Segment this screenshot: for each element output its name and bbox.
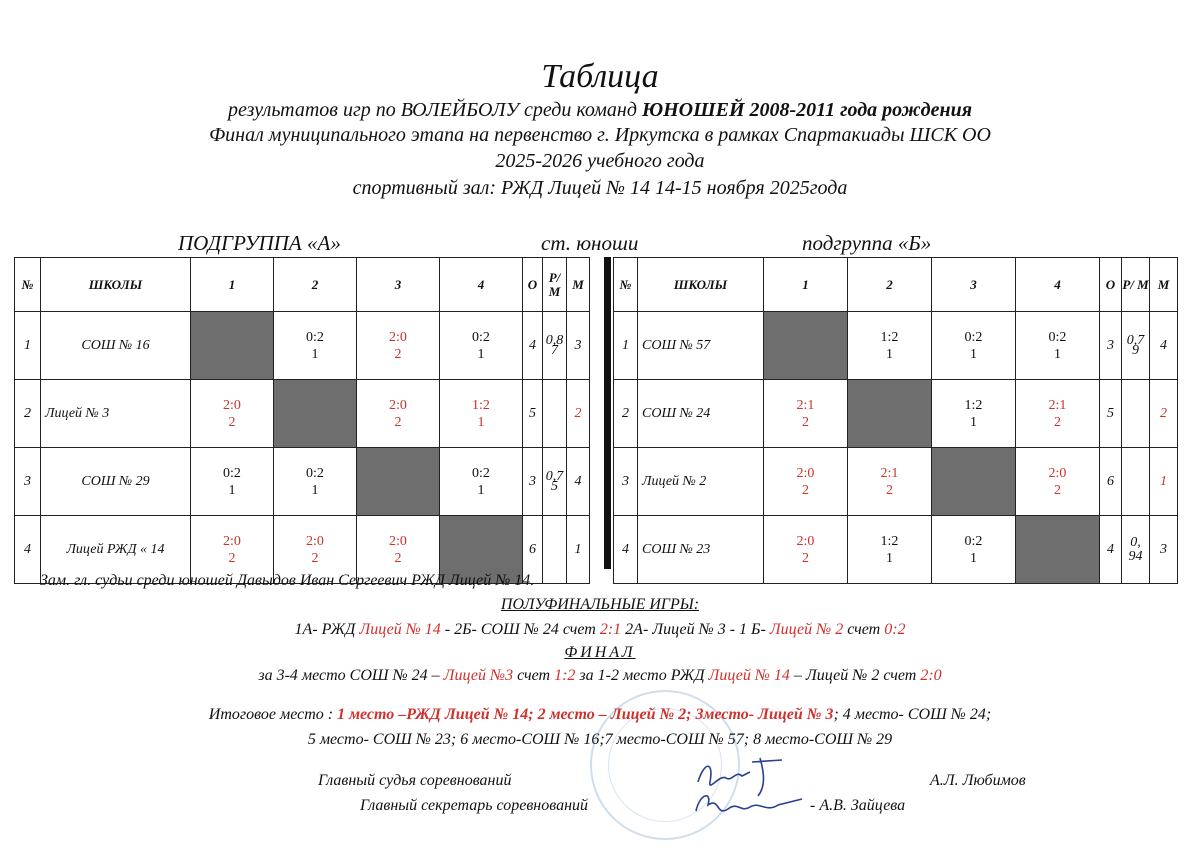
col-rm-header: Р/ М xyxy=(543,258,567,312)
col-2-header: 2 xyxy=(848,258,932,312)
table-header-row xyxy=(614,258,1178,312)
score-cell xyxy=(932,380,1016,448)
col-1-header: 1 xyxy=(191,258,274,312)
final-standings-line-1 xyxy=(0,706,1200,724)
score-points: 1 xyxy=(311,346,319,362)
score-points: 1 xyxy=(970,346,977,362)
score-points: 2 xyxy=(802,482,809,498)
standings-label: Итоговое место : xyxy=(208,706,338,723)
score-points: 1 xyxy=(477,482,485,498)
school-name: Лицей № 2 xyxy=(638,448,764,516)
set-ratio xyxy=(543,380,567,448)
points-total: 6 xyxy=(1100,448,1122,516)
venue-line: спортивный зал: РЖД Лицей № 14 14-15 ноября 2025года xyxy=(352,177,848,199)
standings-top3: 1 место –РЖД Лицей № 14; 2 место – Лицей № 2; 3место- Лицей № 3 xyxy=(337,706,834,723)
score-points: 1 xyxy=(477,414,485,430)
semi-text: - 2Б- СОШ № 24 счет xyxy=(440,621,600,638)
score-cell xyxy=(848,516,932,584)
score-sets: 2:0 xyxy=(389,329,407,345)
school-name: СОШ № 57 xyxy=(638,312,764,380)
final-standings-line-2: 5 место- СОШ № 23; 6 место-СОШ № 16;7 место-СОШ № 57; 8 место-СОШ № 29 xyxy=(307,731,893,748)
score-cell xyxy=(440,448,523,516)
score-sets: 0:2 xyxy=(1048,329,1067,345)
score-points: 2 xyxy=(394,414,402,430)
place: 4 xyxy=(567,448,590,516)
final-score: 1:2 xyxy=(554,667,576,684)
semi-score: 2:1 xyxy=(599,621,622,638)
set-ratio xyxy=(1122,380,1150,448)
score-points: 2 xyxy=(886,482,893,498)
subtitle-line-1 xyxy=(0,99,1200,122)
score-sets: 2:0 xyxy=(1048,465,1067,481)
school-name: СОШ № 16 xyxy=(41,312,191,380)
table-row xyxy=(614,312,1178,380)
row-number: 3 xyxy=(15,448,41,516)
score-cell xyxy=(764,380,848,448)
school-name: Лицей № 3 xyxy=(41,380,191,448)
place: 3 xyxy=(567,312,590,380)
col-o-header: О xyxy=(523,258,543,312)
school-name: СОШ № 24 xyxy=(638,380,764,448)
score-sets: 0:2 xyxy=(306,329,324,345)
deputy-judge-line: Зам. гл. судьи среди юношей Давыдов Иван Сергеевич РЖД Лицей № 14. xyxy=(40,572,535,589)
chief-judge-label: Главный судья соревнований xyxy=(318,772,512,789)
score-points: 1 xyxy=(477,346,485,362)
final-results xyxy=(0,667,1200,685)
score-cell xyxy=(357,312,440,380)
score-points: 1 xyxy=(970,550,977,566)
points-total: 4 xyxy=(1100,516,1122,584)
subtitle-line-3: 2025-2026 учебного года xyxy=(495,150,705,172)
table-row xyxy=(614,380,1178,448)
set-ratio: 0,7 9 xyxy=(1122,312,1150,380)
score-sets: 1:2 xyxy=(880,329,899,345)
score-points: 1 xyxy=(1054,346,1061,362)
score-cell xyxy=(1016,380,1100,448)
score-sets: 1:2 xyxy=(964,397,983,413)
standings-rest: ; 4 место- СОШ № 24; xyxy=(833,706,992,723)
points-total: 5 xyxy=(523,380,543,448)
score-points: 1 xyxy=(311,482,319,498)
score-points: 1 xyxy=(970,414,977,430)
score-cell xyxy=(1016,448,1100,516)
diagonal-cell xyxy=(191,312,274,380)
col-3-header: 3 xyxy=(932,258,1016,312)
score-sets: 2:1 xyxy=(796,397,815,413)
score-points: 2 xyxy=(802,414,809,430)
chief-secretary-label: Главный секретарь соревнований xyxy=(360,797,588,814)
place: 2 xyxy=(567,380,590,448)
semi-winner: Лицей № 2 xyxy=(769,621,844,638)
score-points: 2 xyxy=(802,550,809,566)
diagonal-cell xyxy=(1016,516,1100,584)
score-sets: 1:2 xyxy=(880,533,899,549)
col-4-header: 4 xyxy=(440,258,523,312)
score-points: 2 xyxy=(228,550,236,566)
score-cell xyxy=(440,312,523,380)
set-ratio: 0, 94 xyxy=(1122,516,1150,584)
school-name: Лицей РЖД « 14 xyxy=(41,516,191,584)
final-winner: Лицей №3 xyxy=(443,667,514,684)
semi-winner: Лицей № 14 xyxy=(359,621,441,638)
score-points: 2 xyxy=(1054,414,1061,430)
points-total: 3 xyxy=(523,448,543,516)
table-row xyxy=(15,448,590,516)
set-ratio xyxy=(1122,448,1150,516)
row-number: 3 xyxy=(614,448,638,516)
table-row xyxy=(614,516,1178,584)
score-sets: 0:2 xyxy=(964,329,983,345)
final-text: за 1-2 место РЖД xyxy=(575,667,709,684)
col-school-header: ШКОЛЫ xyxy=(41,258,191,312)
subtitle-line-1-bold: ЮНОШЕЙ 2008-2011 года рождения xyxy=(641,99,972,121)
row-number: 2 xyxy=(614,380,638,448)
col-school-header: ШКОЛЫ xyxy=(638,258,764,312)
chief-secretary-name: - А.В. Зайцева xyxy=(810,797,906,814)
score-cell xyxy=(932,312,1016,380)
table-row xyxy=(614,448,1178,516)
score-points: 1 xyxy=(886,550,893,566)
group-a-heading: ПОДГРУППА «А» xyxy=(178,231,341,255)
score-points: 2 xyxy=(311,550,319,566)
place: 4 xyxy=(1150,312,1178,380)
table-header-row xyxy=(15,258,590,312)
diagonal-cell xyxy=(764,312,848,380)
semifinals-results xyxy=(0,621,1200,639)
group-a-table xyxy=(14,257,590,584)
final-title: ФИНАЛ xyxy=(564,644,636,661)
col-3-header: 3 xyxy=(357,258,440,312)
score-cell xyxy=(932,516,1016,584)
semifinals-title: ПОЛУФИНАЛЬНЫЕ ИГРЫ: xyxy=(500,596,700,613)
score-cell xyxy=(764,516,848,584)
final-score: 2:0 xyxy=(920,667,942,684)
row-number: 4 xyxy=(15,516,41,584)
col-1-header: 1 xyxy=(764,258,848,312)
score-sets: 2:0 xyxy=(389,533,407,549)
col-no-header: № xyxy=(614,258,638,312)
group-b-table xyxy=(613,257,1178,584)
semi-text: счет xyxy=(843,621,885,638)
place: 3 xyxy=(1150,516,1178,584)
semi-score: 0:2 xyxy=(884,621,906,638)
group-divider xyxy=(604,257,611,569)
subtitle-line-2: Финал муниципального этапа на первенство г. Иркутска в рамках Спартакиады ШСК ОО xyxy=(209,124,991,146)
final-text: – Лицей № 2 счет xyxy=(789,667,921,684)
set-ratio xyxy=(543,516,567,584)
school-name: СОШ № 29 xyxy=(41,448,191,516)
place: 1 xyxy=(1150,448,1178,516)
points-total: 5 xyxy=(1100,380,1122,448)
row-number: 4 xyxy=(614,516,638,584)
score-sets: 2:0 xyxy=(389,397,407,413)
points-total: 4 xyxy=(523,312,543,380)
set-ratio: 0,7 5 xyxy=(543,448,567,516)
col-2-header: 2 xyxy=(274,258,357,312)
points-total: 3 xyxy=(1100,312,1122,380)
diagonal-cell xyxy=(848,380,932,448)
col-m-header: М xyxy=(567,258,590,312)
score-sets: 2:0 xyxy=(796,465,815,481)
subtitle-line-1-text: результатов игр по ВОЛЕЙБОЛУ среди команд xyxy=(228,99,642,121)
score-points: 2 xyxy=(394,550,402,566)
points-total: 6 xyxy=(523,516,543,584)
category-heading: ст. юноши xyxy=(541,231,639,255)
table-row xyxy=(15,312,590,380)
score-sets: 0:2 xyxy=(964,533,983,549)
col-rm-header: Р/ М xyxy=(1122,258,1150,312)
score-cell xyxy=(1016,312,1100,380)
score-cell xyxy=(274,312,357,380)
score-cell xyxy=(440,380,523,448)
score-sets: 0:2 xyxy=(306,465,324,481)
score-cell xyxy=(848,312,932,380)
col-4-header: 4 xyxy=(1016,258,1100,312)
row-number: 1 xyxy=(15,312,41,380)
final-text: счет xyxy=(513,667,555,684)
set-ratio: 0,8 7 xyxy=(543,312,567,380)
score-points: 2 xyxy=(228,414,236,430)
score-sets: 2:0 xyxy=(223,397,241,413)
final-text: за 3-4 место СОШ № 24 – xyxy=(258,667,444,684)
score-cell xyxy=(848,448,932,516)
col-o-header: О xyxy=(1100,258,1122,312)
score-points: 2 xyxy=(394,346,402,362)
score-cell xyxy=(764,448,848,516)
score-sets: 0:2 xyxy=(472,329,490,345)
col-m-header: М xyxy=(1150,258,1178,312)
score-sets: 2:0 xyxy=(796,533,815,549)
score-cell xyxy=(357,380,440,448)
diagonal-cell xyxy=(932,448,1016,516)
place: 2 xyxy=(1150,380,1178,448)
place: 1 xyxy=(567,516,590,584)
diagonal-cell xyxy=(274,380,357,448)
score-sets: 0:2 xyxy=(472,465,490,481)
semi-text: 1А- РЖД xyxy=(294,621,360,638)
score-points: 1 xyxy=(228,482,236,498)
row-number: 2 xyxy=(15,380,41,448)
score-sets: 2:1 xyxy=(880,465,899,481)
score-points: 1 xyxy=(886,346,893,362)
score-sets: 0:2 xyxy=(223,465,241,481)
score-cell xyxy=(191,380,274,448)
score-sets: 2:0 xyxy=(223,533,241,549)
score-sets: 1:2 xyxy=(472,397,490,413)
diagonal-cell xyxy=(357,448,440,516)
row-number: 1 xyxy=(614,312,638,380)
col-no-header: № xyxy=(15,258,41,312)
school-name: СОШ № 23 xyxy=(638,516,764,584)
semi-text: 2А- Лицей № 3 - 1 Б- xyxy=(621,621,770,638)
score-cell xyxy=(191,448,274,516)
document-title: Таблица xyxy=(541,58,659,95)
score-sets: 2:1 xyxy=(1048,397,1067,413)
final-winner: Лицей № 14 xyxy=(708,667,790,684)
score-cell xyxy=(274,448,357,516)
secretary-signature xyxy=(690,783,810,823)
chief-judge-name: А.Л. Любимов xyxy=(930,772,1026,789)
table-row xyxy=(15,380,590,448)
score-points: 2 xyxy=(1054,482,1061,498)
score-sets: 2:0 xyxy=(306,533,324,549)
group-b-heading: подгруппа «Б» xyxy=(802,231,932,255)
